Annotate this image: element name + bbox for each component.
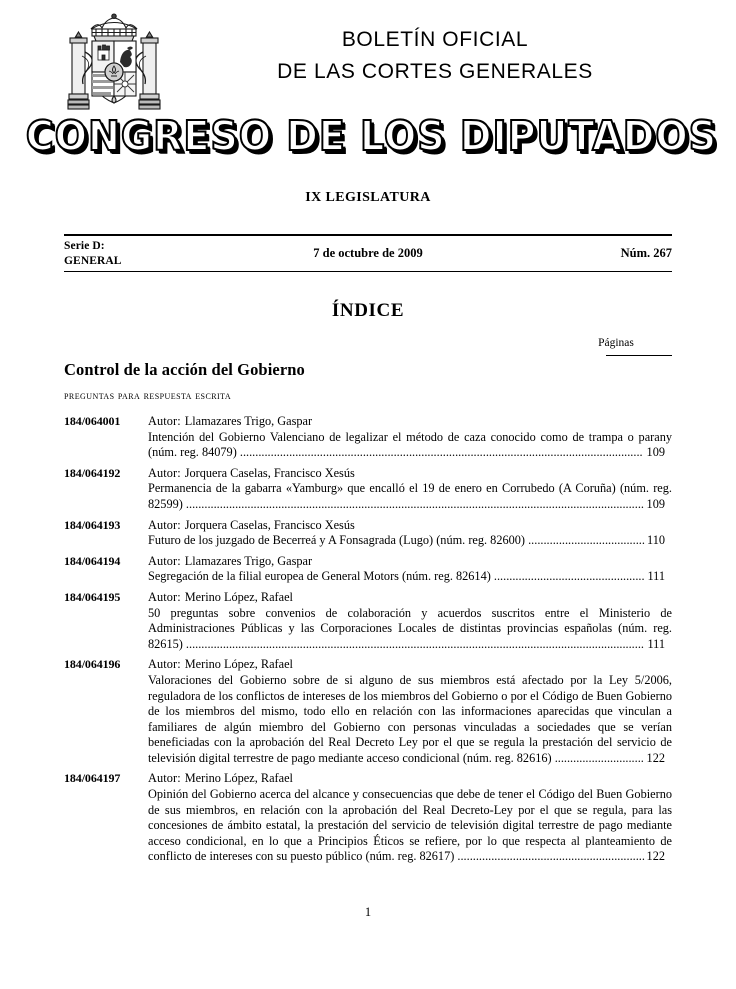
index-entry[interactable]	[64, 590, 672, 652]
entry-description: 50 preguntas sobre convenios de colaboración y acuerdos suscritos entre el Ministerio de Administraciones Públicas y las Corporaciones Locales de distintas provincias españolas (núm. reg. 82615) .....................................................................................................................................................	[148, 605, 672, 651]
entry-description: Permanencia de la gabarra «Yamburg» que encalló el 19 de enero en Corrubedo (A Coruña) (núm. reg. 82599) .....................................................................................................................................................	[148, 481, 672, 511]
entry-page-number: 111	[647, 636, 665, 651]
serie-line1: Serie D:	[64, 240, 105, 252]
entry-author-name: Merino López, Rafael	[184, 589, 293, 604]
entry-dot-leader: .............................	[554, 750, 644, 765]
entry-author	[148, 414, 672, 430]
entry-author-name: Jorquera Caselas, Francisco Xesús	[184, 465, 355, 480]
entry-id: 184/064194	[64, 553, 121, 568]
entry-author-label: Autor:	[148, 414, 181, 428]
entry-page-number: 122	[646, 849, 665, 864]
index-entry[interactable]	[64, 518, 672, 549]
entry-author-name: Jorquera Caselas, Francisco Xesús	[184, 517, 355, 532]
index-entry[interactable]	[64, 466, 672, 513]
pages-column-rule	[606, 355, 672, 356]
pages-column-label: Páginas	[598, 337, 634, 349]
entry-author	[148, 657, 672, 673]
entry-body	[148, 657, 672, 766]
entry-dot-leader: .....................................................................................................................................................	[185, 636, 644, 651]
entry-author	[148, 466, 672, 482]
entry-author-label: Autor:	[148, 589, 181, 604]
entry-description: Futuro de los juzgado de Becerreá y A Fonsagrada (Lugo) (núm. reg. 82600) ......................................	[148, 533, 645, 548]
entry-author-label: Autor:	[148, 465, 181, 480]
entry-page-number: 110	[647, 533, 665, 548]
index-title: ÍNDICE	[331, 300, 405, 321]
entry-dot-leader: ......................................	[528, 533, 645, 548]
issue-number: Núm. 267	[620, 246, 672, 260]
entry-author-name: Llamazares Trigo, Gaspar	[184, 414, 313, 428]
entry-id: 184/064192	[64, 465, 121, 480]
entry-dot-leader: .................................................	[493, 569, 645, 584]
index-entry[interactable]	[64, 657, 672, 766]
issue-bar-top-rule	[64, 234, 672, 236]
bulletin-title-line2: DE LAS CORTES GENERALES	[277, 60, 593, 83]
entry-description: Segregación de la filial europea de General Motors (núm. reg. 82614) .................................................	[148, 569, 645, 584]
entry-body	[148, 518, 672, 549]
entry-body	[148, 466, 672, 513]
entry-author-label: Autor:	[148, 657, 181, 672]
entry-page-number: 122	[646, 750, 665, 765]
entry-id: 184/064001	[64, 414, 121, 428]
entry-body	[148, 414, 672, 461]
entry-dot-leader: ...................................................................................................................................	[239, 445, 643, 460]
index-entry[interactable]	[64, 414, 672, 461]
serie-line2: GENERAL	[64, 254, 122, 267]
entry-author-name: Llamazares Trigo, Gaspar	[184, 553, 313, 568]
entry-id: 184/064196	[64, 657, 121, 672]
entry-author-name: Merino López, Rafael	[184, 657, 293, 672]
congreso-masthead-title: CONGRESO DE LOS DIPUTADOS	[25, 112, 718, 160]
entry-body	[148, 554, 672, 585]
bulletin-title	[175, 24, 695, 88]
entry-description: Opinión del Gobierno acerca del alcance y consecuencias que debe de tener el Código del Buen Gobierno de sus miembros, en relación con la aprobación del Real Decreto-Ley por el que se regula, para las concesiones de ámbito estatal, la prestación del servicio de televisión digital terrestre de pago mediante acceso condicional, en lo que a Principios Éticos se refiere, por lo que respecta al planteamiento de conflicto de intereses con su puesto público (núm. reg. 82617) .............................................................	[148, 787, 672, 864]
entry-author-label: Autor:	[148, 517, 181, 532]
index-entry-list	[64, 414, 672, 870]
entry-author-label: Autor:	[148, 771, 181, 786]
entry-description: Valoraciones del Gobierno sobre de si alguno de sus miembros está afectado por la Ley 5/2006, reguladora de los conflictos de intereses de los miembros del Gobierno o por el Código de Buen Gobierno de los miembros del mismo, todo ello en relación con las informaciones aparecidas que vinculan a familiares de algún miembro del Gobierno con personas vinculadas a sociedades que se verían beneficiadas con la aprobación del Real Decreto Ley por el que se regula la prestación del servicio de televisión digital terrestre de pago mediante acceso condicional (núm. reg. 82616) .............................	[148, 672, 672, 765]
entry-body	[148, 771, 672, 865]
entry-description: Intención del Gobierno Valenciano de legalizar el método de caza conocido como de trampa o parany (núm. reg. 84079) ...................................................................................................................................	[148, 429, 672, 460]
index-entry[interactable]	[64, 554, 672, 585]
entry-author	[148, 771, 672, 787]
legislature-label: IX LEGISLATURA	[305, 190, 431, 205]
index-entry[interactable]	[64, 771, 672, 865]
spain-coat-of-arms-icon	[58, 12, 170, 115]
entry-page-number: 111	[647, 569, 665, 584]
entry-id: 184/064193	[64, 517, 121, 532]
entry-author	[148, 518, 672, 534]
section-heading: Control de la acción del Gobierno	[64, 360, 305, 379]
entry-author-label: Autor:	[148, 553, 181, 568]
subsection-heading: preguntas para respuesta escrita	[64, 390, 232, 402]
page-folio: 1	[364, 905, 372, 919]
masthead	[0, 0, 736, 215]
bulletin-title-line1: BOLETÍN OFICIAL	[341, 28, 529, 51]
entry-author-name: Merino López, Rafael	[184, 771, 293, 786]
entry-id: 184/064195	[64, 589, 121, 604]
issue-bar-bottom-rule	[64, 271, 672, 272]
entry-body	[148, 590, 672, 652]
entry-dot-leader: .....................................................................................................................................................	[185, 496, 644, 511]
entry-id: 184/064197	[64, 771, 121, 786]
entry-dot-leader: .............................................................	[457, 849, 645, 864]
issue-date: 7 de octubre de 2009	[313, 246, 423, 260]
entry-author	[148, 554, 672, 570]
entry-page-number: 109	[646, 496, 665, 511]
entry-page-number: 109	[646, 445, 665, 460]
entry-author	[148, 590, 672, 606]
